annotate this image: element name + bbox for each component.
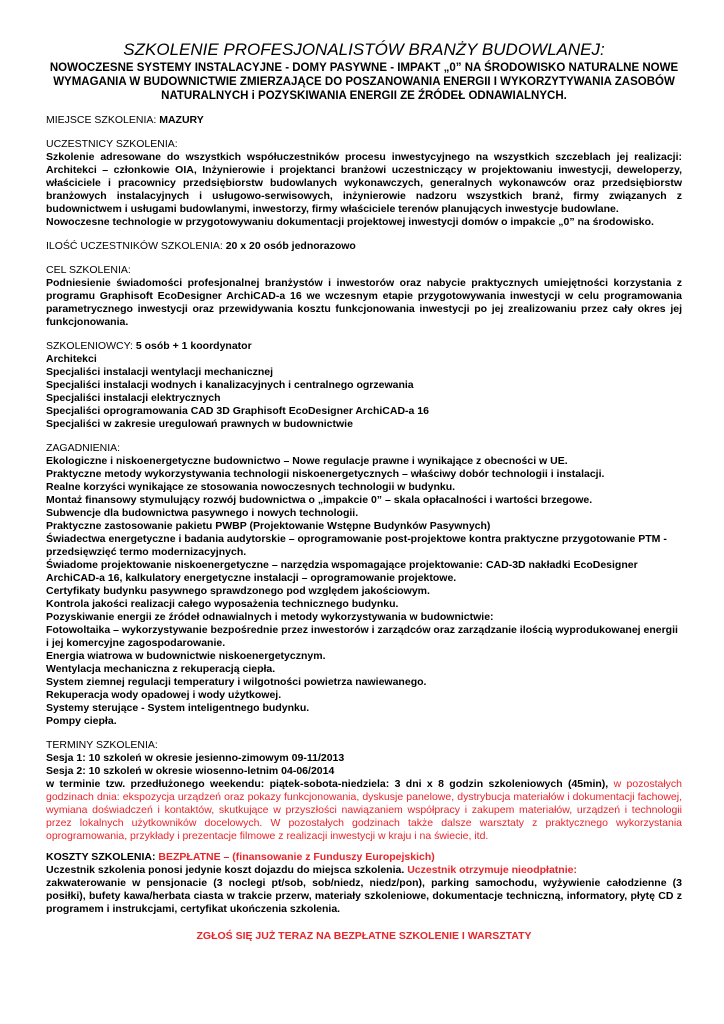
goal-section xyxy=(46,264,682,329)
list-item: Świadectwa energetyczne i badania audytorskie – oprogramowanie post-projektowe kontra praktyczne przygotowanie PTM - przedsięwzięć termo modernizacyjnych. xyxy=(46,533,667,558)
costs-note: Uczestnik szkolenia ponosi jedynie koszt dojazdu do miejsca szkolenia. xyxy=(46,864,408,876)
list-item: Specjaliści oprogramowania CAD 3D Graphisoft EcoDesigner ArchiCAD-a 16 xyxy=(46,405,429,417)
costs-note-red: Uczestnik otrzymuje nieodpłatnie: xyxy=(407,864,577,876)
count-section xyxy=(46,240,682,253)
document-page xyxy=(46,40,682,943)
list-item: System ziemnej regulacji temperatury i wilgotności powietrza nawiewanego. xyxy=(46,676,427,688)
costs-text-2: zakwaterowanie w pensjonacie (3 noclegi pt/sob, sob/niedz, niedz/pon), parking samochodu, wyżywienie całodzienne (3 posiłki), bufety kawa/herbata ciasta w trakcie przerw, materiały szkoleniowe, dokumentacje techniczną, informatory, płytę CD z programem i instrukcjami, certyfikat ukończenia szkolenia. xyxy=(46,877,682,915)
list-item: Systemy sterujące - System inteligentnego budynku. xyxy=(46,702,310,714)
weekend-text: w terminie tzw. przedłużonego weekendu: piątek-sobota-niedziela: 3 dni x 8 godzin szkoleniowych (45min), xyxy=(46,778,609,790)
list-item: Specjaliści instalacji elektrycznych xyxy=(46,392,221,404)
trainers-list xyxy=(46,353,682,431)
dates-label: TERMINY SZKOLENIA: xyxy=(46,739,158,751)
session-1: Sesja 1: 10 szkoleń w okresie jesienno-zimowym 09-11/2013 xyxy=(46,752,345,764)
costs-section xyxy=(46,851,682,916)
costs-label: KOSZTY SZKOLENIA: xyxy=(46,851,159,863)
list-item: Specjaliści w zakresie uregulowań prawnych w budownictwie xyxy=(46,418,353,430)
list-item: Specjaliści instalacji wentylacji mechanicznej xyxy=(46,366,274,378)
goal-text: Podniesienie świadomości profesjonalnej branżystów i inwestorów oraz nabycie praktycznych umiejętności korzystania z programu Graphisoft EcoDesigner ArchiCAD-a 16 we wczesnym etapie przygotowywania inwestycji w celu programowania parametrycznego inwestycji oraz przewidywania kosztu funkcjonowania inwestycji po jej zrealizowaniu przez cały okres jej funkcjonowania. xyxy=(46,277,682,328)
topics-list xyxy=(46,455,682,728)
list-item: Praktyczne metody wykorzystywania technologii niskoenergetycznych – właściwy dobór technologii i instalacji. xyxy=(46,468,605,480)
participants-label: UCZESTNICY SZKOLENIA: xyxy=(46,138,178,150)
list-item: Kontrola jakości realizacji całego wyposażenia technicznego budynku. xyxy=(46,598,399,610)
list-item: Montaż finansowy stymulujący rozwój budownictwa o „impakcie 0” – skala opłacalności i wartości brzegowe. xyxy=(46,494,593,506)
list-item: Realne korzyści wynikające ze stosowania nowoczesnych technologii w budynku. xyxy=(46,481,456,493)
list-item: Certyfikaty budynku pasywnego sprawdzonego pod względem jakościowym. xyxy=(46,585,430,597)
participants-text-2: Nowoczesne technologie w przygotowywaniu dokumentacji projektowej inwestycji domów o impakcie „0” na środowisko. xyxy=(46,216,654,228)
topics-section xyxy=(46,442,682,728)
count-label: ILOŚĆ UCZESTNIKÓW SZKOLENIA: xyxy=(46,240,226,252)
location-value: MAZURY xyxy=(159,114,204,126)
dates-details xyxy=(46,778,682,843)
footer-cta: ZGŁOŚ SIĘ JUŻ TERAZ NA BEZPŁATNE SZKOLENIE I WARSZTATY xyxy=(196,930,532,942)
list-item: Fotowoltaika – wykorzystywanie bezpośrednie przez inwestorów i zarządców oraz zarządzanie ilością wyprodukowanej energii i jej komercyjne zagospodarowanie. xyxy=(46,624,678,649)
document-title: SZKOLENIE PROFESJONALISTÓW BRANŻY BUDOWLANEJ: xyxy=(123,40,605,59)
costs-text-1 xyxy=(46,864,682,877)
location-section xyxy=(46,114,682,127)
extra-activities-text: w pozostałych godzinach dnia: ekspozycja urządzeń oraz pokazy funkcjonowania, dyskusje panelowe, dystrybucja materiałów i dokumentacji fachowej, wymiana doświadczeń i kontaktów, skutkujące w przyszłości nawiązaniem współpracy i zakupem materiałów, urządzeń i technologii przez lokalnych użytkowników docelowych. W pozostałych godzinach także dalsze warsztaty z praktycznego wykorzystania oprogramowania, przykłady i prezentacje filmowe z realizacji inwestycji w kraju i na świecie, itd. xyxy=(46,778,682,842)
list-item: Pompy ciepła. xyxy=(46,715,117,727)
count-value: 20 x 20 osób jednorazowo xyxy=(225,240,356,252)
dates-section xyxy=(46,739,682,843)
list-item: Pozyskiwanie energii ze źródeł odnawialnych i metody wykorzystywania w budownictwie: xyxy=(46,611,494,623)
list-item: Rekuperacja wody opadowej i wody użytkowej. xyxy=(46,689,282,701)
participants-text: Szkolenie adresowane do wszystkich współuczestników procesu inwestycyjnego na wszystkich szczeblach jej realizacji: Architekci – członkowie OIA, Inżynierowie i projektanci branżowi uczestniczący w projektowaniu inwestycji, deweloperzy, właściciele i pracownicy przedsiębiorstw budowlanych wykonawczych, generalnych wykonawców oraz przedsiębiorstw branżowych instalacyjnych i usługowo-serwisowych, inżynierowie nadzoru wszystkich branż, firmy związanych z budownictwem i usługami budowlanymi, inwestorzy, firmy właściciele terenów planujących inwestycje budowlane. xyxy=(46,151,682,215)
list-item: Ekologiczne i niskoenergetyczne budownictwo – Nowe regulacje prawne i wynikające z obecności w UE. xyxy=(46,455,568,467)
location-label: MIEJSCE SZKOLENIA: xyxy=(46,114,160,126)
list-item: Architekci xyxy=(46,353,97,365)
list-item: Praktyczne zastosowanie pakietu PWBP (Projektowanie Wstępne Budynków Pasywnych) xyxy=(46,520,491,532)
list-item: Energia wiatrowa w budownictwie niskoenergetycznym. xyxy=(46,650,326,662)
session-2: Sesja 2: 10 szkoleń w okresie wiosenno-letnim 04-06/2014 xyxy=(46,765,335,777)
costs-free: BEZPŁATNE – (finansowanie z Funduszy Europejskich) xyxy=(158,851,435,863)
trainers-label: SZKOLENIOWCY: xyxy=(46,340,136,352)
goal-label: CEL SZKOLENIA: xyxy=(46,264,131,276)
trainers-value: 5 osób + 1 koordynator xyxy=(135,340,252,352)
list-item: Wentylacja mechaniczna z rekuperacją ciepła. xyxy=(46,663,276,675)
list-item: Subwencje dla budownictwa pasywnego i nowych technologii. xyxy=(46,507,359,519)
list-item: Specjaliści instalacji wodnych i kanalizacyjnych i centralnego ogrzewania xyxy=(46,379,414,391)
topics-label: ZAGADNIENIA: xyxy=(46,442,121,454)
trainers-section xyxy=(46,340,682,431)
list-item: Świadome projektowanie niskoenergetyczne – narzędzia wspomagające projektowanie: CAD-3D nakładki EcoDesigner ArchiCAD-a 16, kalkulatory energetyczne instalacji – oprogramowanie projektowe. xyxy=(46,559,638,584)
participants-section xyxy=(46,138,682,229)
document-subtitle: NOWOCZESNE SYSTEMY INSTALACYJNE - DOMY PASYWNE - IMPAKT „0” NA ŚRODOWISKO NATURALNE NOWE WYMAGANIA W BUDOWNICTWIE ZMIERZAJĄCE DO POSZANOWANIA ENERGII I WYKORZYTYWANIA ZASOBÓW NATURALNYCH i POZYSKIWANIA ENERGII ZE ŹRÓDEŁ ODNAWIALNYCH. xyxy=(49,62,679,102)
